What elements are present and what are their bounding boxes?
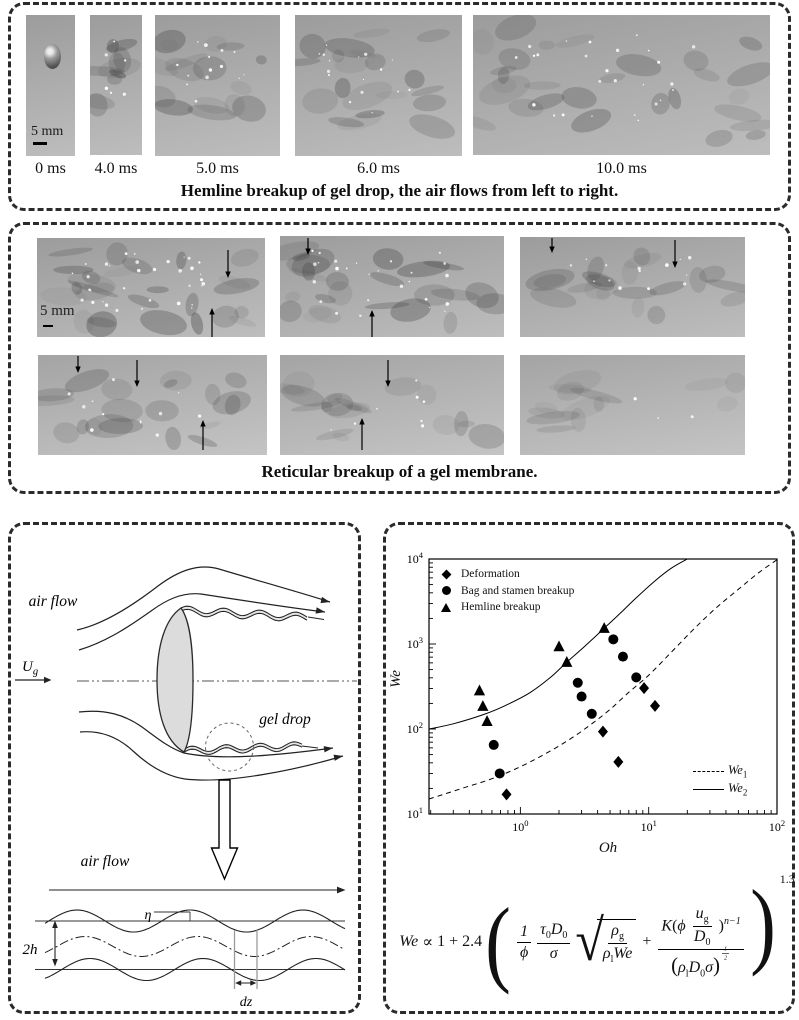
film-centerline-wave xyxy=(45,937,345,957)
triangle-marker-icon xyxy=(441,603,451,612)
schematic-drawing xyxy=(8,522,361,1014)
x-axis-label: Oh xyxy=(598,840,618,856)
timestamp-0ms: 0 ms xyxy=(35,160,66,177)
solid-line-sample xyxy=(693,789,724,790)
legend-item-deformation: Deformation xyxy=(439,566,574,583)
photo-texture xyxy=(520,237,745,337)
gel-drop-photo-blob xyxy=(44,44,61,69)
correlation-equation: We ∝ 1 + 2.4 ( $\frac{1}{\phi}$ $\frac{\tau_0D_0}{\sigma}$ √ $\frac{\rho_g}{\rho_lWe}$ + K(ϕ $\frac{u_g}{D_0}$ )$^{n-1}$ $(\rho_lD_0\sigma)$ $^{\frac{1}{2}}$ ) 1.3 xyxy=(399,869,795,995)
inverse-phi-fraction: $\frac{1}{\phi}$ xyxy=(517,923,531,962)
arrowhead xyxy=(52,959,58,967)
arrowhead xyxy=(235,980,241,985)
photo-10ms xyxy=(473,15,770,155)
gel-drop-lens xyxy=(157,608,193,752)
eta-label: η xyxy=(144,908,152,923)
ug-label: $U_g$ xyxy=(22,659,39,678)
gel-drop-label: gel drop xyxy=(259,711,311,728)
svg-text:101: $10^1$ xyxy=(406,805,423,821)
photo-5ms xyxy=(155,15,280,156)
svg-text:102: $10^2$ xyxy=(406,720,423,736)
equation-block xyxy=(387,869,795,1010)
scale-label-top: 5 mm xyxy=(31,124,64,139)
photo-4ms xyxy=(90,15,142,155)
air-flow-top-label: air flow xyxy=(28,593,78,610)
marker-legend xyxy=(439,566,574,616)
dz-label: dz xyxy=(239,995,253,1010)
arrowhead xyxy=(52,921,58,929)
membrane-photo-6 xyxy=(520,355,745,455)
arrowhead xyxy=(316,607,326,615)
arrowhead xyxy=(250,980,256,985)
legend-item-we1: $We_1$ xyxy=(693,762,747,780)
membrane-photo-4 xyxy=(38,355,267,455)
legend-item-we2: $We_2$ xyxy=(693,780,747,798)
arrowhead xyxy=(321,597,331,605)
membrane-photo-3 xyxy=(520,237,745,337)
svg-text:100: $10^0$ xyxy=(512,818,529,834)
scale-bar-middle xyxy=(43,325,53,327)
y-axis-label: We xyxy=(387,670,404,688)
arrowhead xyxy=(44,677,52,683)
diamond-marker-icon xyxy=(441,569,451,579)
membrane-photo-2 xyxy=(280,236,504,337)
square-root-term: √ $\frac{\rho_g}{\rho_lWe}$ xyxy=(575,919,636,965)
timestamp-4ms: 4.0 ms xyxy=(94,160,138,177)
photo-texture xyxy=(295,15,462,156)
two-h-label: 2h xyxy=(22,942,38,958)
chart-area xyxy=(383,522,795,1014)
scale-label-middle: 5 mm xyxy=(40,303,75,319)
close-paren: ) 1.3 xyxy=(749,869,795,977)
streamline-upper-2 xyxy=(79,594,325,650)
reticular-caption: Reticular breakup of a gel membrane. xyxy=(261,462,538,481)
air-flow-bottom-label: air flow xyxy=(80,853,130,870)
timestamp-10ms: 10.0 ms xyxy=(596,160,647,177)
timestamp-5ms: 5.0 ms xyxy=(196,160,239,177)
timestamp-6ms: 6.0 ms xyxy=(357,160,400,177)
membrane-photo-1 xyxy=(37,238,265,337)
svg-text:104: $10^4$ xyxy=(406,550,423,566)
photo-texture xyxy=(38,355,267,455)
photo-texture xyxy=(520,355,745,455)
curve-legend xyxy=(693,762,747,798)
scale-bar-top xyxy=(33,142,47,145)
arrowhead xyxy=(337,887,346,894)
photo-texture xyxy=(280,355,504,455)
photo-texture xyxy=(280,236,504,337)
hemline-caption: Hemline breakup of gel drop, the air flows from left to right. xyxy=(180,181,619,200)
svg-text:102: $10^2$ xyxy=(768,818,786,834)
tau-fraction: $\frac{\tau_0D_0}{\sigma}$ xyxy=(537,921,570,962)
dashed-line-sample xyxy=(693,771,724,772)
streamline-upper-1 xyxy=(77,567,330,630)
photo-6ms xyxy=(295,15,462,156)
zoom-pointer-arrow xyxy=(212,780,238,879)
photo-texture xyxy=(90,15,142,155)
svg-text:101: $10^1$ xyxy=(640,818,657,834)
photo-texture xyxy=(473,15,770,155)
consistency-fraction: K(ϕ $\frac{u_g}{D_0}$ )$^{n-1}$ $(\rho_lD_0\sigma)$ $^{\frac{1}{2}}$ xyxy=(658,905,743,980)
photo-texture xyxy=(155,15,280,156)
svg-text:103: $10^3$ xyxy=(406,635,423,651)
gel-film-top xyxy=(181,606,324,621)
photo-texture xyxy=(37,238,265,337)
membrane-photo-5 xyxy=(280,355,504,455)
legend-item-bag-stamen: Bag and stamen breakup xyxy=(439,583,574,600)
legend-item-hemline: Hemline breakup xyxy=(439,599,574,616)
circle-marker-icon xyxy=(442,586,451,595)
